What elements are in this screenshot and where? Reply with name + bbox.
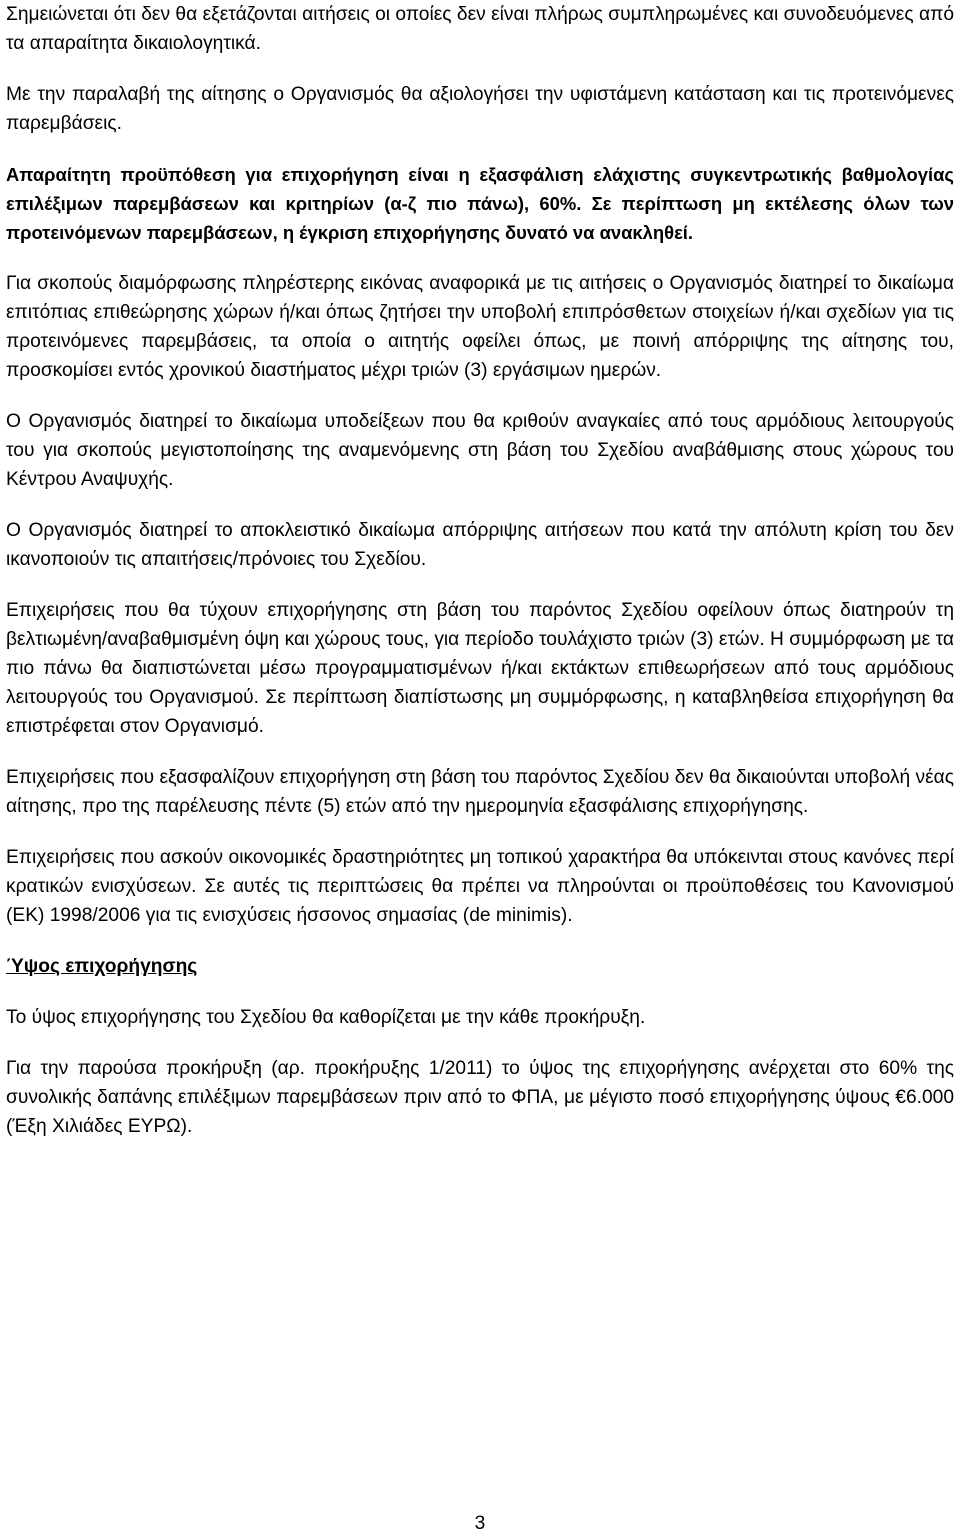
paragraph-incomplete-applications: Σημειώνεται ότι δεν θα εξετάζονται αιτήσεις οι οποίες δεν είναι πλήρως συμπληρωμένες και συνοδευόμενες από τα απαραίτητα δικαιολογητικά. xyxy=(6,4,954,54)
paragraph-state-aid: Επιχειρήσεις που ασκούν οικονομικές δραστηριότητες μη τοπικού χαρακτήρα θα υπόκεινται στους κανόνες περί κρατικών ενισχύσεων. Σε αυτές τις περιπτώσεις θα πρέπει να πληρούνται οι προϋποθέσεις του Κανονισμού (ΕΚ) 1998/2006 για τις ενισχύσεις ήσσονος σημασίας (de minimis). xyxy=(6,847,954,926)
page-number: 3 xyxy=(474,1513,486,1534)
document-page xyxy=(6,0,954,1163)
paragraph-maintenance-obligation: Επιχειρήσεις που θα τύχουν επιχορήγησης στη βάση του παρόντος Σχεδίου οφείλουν όπως διατηρούν τη βελτιωμένη/αναβαθμισμένη όψη και χώρους τους, για περίοδο τουλάχιστο τριών (3) ετών. Η συμμόρφωση με τα πιο πάνω θα διαπιστώνεται μέσω προγραμματισμένων ή/και εκτάκτων επιθεωρήσεων από τους αρμόδιους λειτουργούς του Οργανισμού. Σε περίπτωση διαπίστωσης μη συμμόρφωσης, η καταβληθείσα επιχορήγηση θα επιστρέφεται στον Οργανισμό. xyxy=(6,600,954,737)
paragraph-rejection-rights: Ο Οργανισμός διατηρεί το αποκλειστικό δικαίωμα απόρριψης αιτήσεων που κατά την απόλυτη κρίση του δεν ικανοποιούν τις απαιτήσεις/πρόνοιες του Σχεδίου. xyxy=(6,520,954,570)
paragraph-evaluation: Με την παραλαβή της αίτησης ο Οργανισμός θα αξιολογήσει την υφιστάμενη κατάσταση και τις προτεινόμενες παρεμβάσεις. xyxy=(6,84,954,134)
paragraph-recommendation-rights: Ο Οργανισμός διατηρεί το δικαίωμα υποδείξεων που θα κριθούν αναγκαίες από τους αρμόδιους λειτουργούς του για σκοπούς μεγιστοποίησης της αναμενόμενης στη βάση του Σχεδίου αναβάθμισης στους χώρους του Κέντρου Αναψυχής. xyxy=(6,411,954,490)
paragraph-reapplication: Επιχειρήσεις που εξασφαλίζουν επιχορήγηση στη βάση του παρόντος Σχεδίου δεν θα δικαιούνται υποβολή νέας αίτησης, προ της παρέλευσης πέντε (5) ετών από την ημερομηνία εξασφάλισης επιχορήγησης. xyxy=(6,767,954,817)
paragraph-current-call: Για την παρούσα προκήρυξη (αρ. προκήρυξης 1/2011) το ύψος της επιχορήγησης ανέρχεται στο 60% της συνολικής δαπάνης επιλέξιμων παρεμβάσεων πριν από το ΦΠΑ, με μέγιστο ποσό επιχορήγησης ύψους €6.000 (Έξη Χιλιάδες ΕΥΡΩ). xyxy=(6,1058,954,1137)
paragraph-prerequisite: Απαραίτητη προϋπόθεση για επιχορήγηση είναι η εξασφάλιση ελάχιστης συγκεντρωτικής βαθμολογίας επιλέξιμων παρεμβάσεων και κριτηρίων (α-ζ πιο πάνω), 60%. Σε περίπτωση μη εκτέλεσης όλων των προτεινόμενων παρεμβάσεων, η έγκριση επιχορήγησης δυνατό να ανακληθεί. xyxy=(6,164,954,243)
paragraph-grant-determination: Το ύψος επιχορήγησης του Σχεδίου θα καθορίζεται με την κάθε προκήρυξη. xyxy=(6,1007,646,1028)
paragraph-inspection-rights: Για σκοπούς διαμόρφωσης πληρέστερης εικόνας αναφορικά με τις αιτήσεις ο Οργανισμός διατηρεί το δικαίωμα επιτόπιας επιθεώρησης χώρων ή/και όπως ζητήσει την υποβολή επιπρόσθετων στοιχείων ή/και σχεδίων για τις προτεινόμενες παρεμβάσεις, τα οποία ο αιτητής οφείλει όπως, με ποινή απόρριψης της αίτησης του, προσκομίσει εντός χρονικού διαστήματος μέχρι τριών (3) εργάσιμων ημερών. xyxy=(6,273,954,381)
section-heading-grant-amount: Ύψος επιχορήγησης xyxy=(6,956,198,977)
